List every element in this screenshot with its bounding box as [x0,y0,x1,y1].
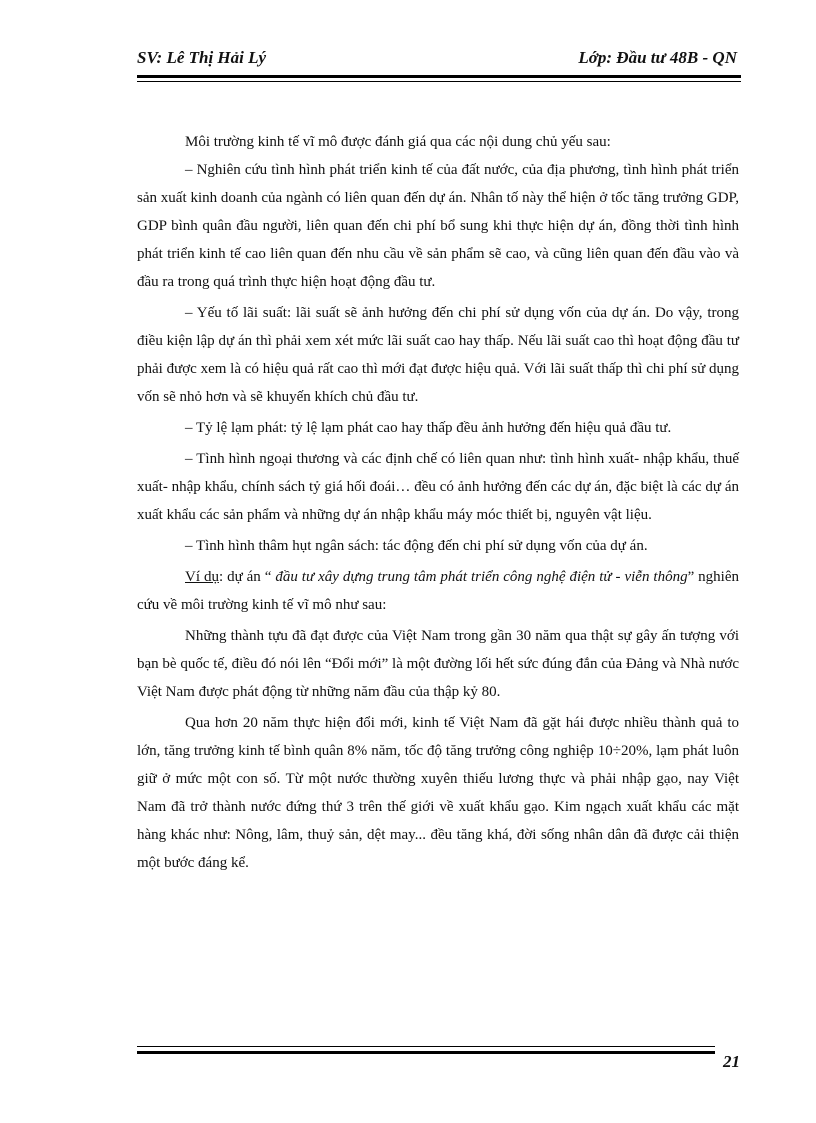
page-header [137,48,737,74]
header-rule-thin [137,81,741,82]
example-separator: : dự án “ [218,569,276,585]
paragraph-intro: Môi trường kinh tế vĩ mô được đánh giá qua các nội dung chủ yếu sau: [185,134,611,150]
footer-rule-thin [137,1046,715,1047]
paragraph-interest-rate: – Yếu tố lãi suất: lãi suất sẽ ảnh hưởng đến chi phí sử dụng vốn của dự án. Do vậy, trong điều kiện lập dự án thì phải xem xét mức lãi suất cao hay thấp. Nếu lãi suất cao thì hoạt động đầu tư phải được xem là có hiệu quả rất cao thì mới đạt được hiệu quả. Với lãi suất thấp thì chi phí sử dụng vốn sẽ nhỏ hơn và sẽ khuyến khích chủ đầu tư. [137,305,739,405]
example-rest: ” nghiên cứu về môi trường kinh tế vĩ mô như sau: [137,569,740,613]
header-rule-thick [137,75,741,78]
paragraph-budget-deficit: – Tình hình thâm hụt ngân sách: tác động đến chi phí sử dụng vốn của dự án. [185,538,648,554]
paragraph-achievements: Những thành tựu đã đạt được của Việt Nam trong gần 30 năm qua thật sự gây ấn tượng với bạn bè quốc tế, điều đó nói lên “Đổi mới” là một đường lối hết sức đúng đắn của Đảng và Nhà nước Việt Nam được phát động từ những năm đầu của thập kỷ 80. [137,628,739,700]
example-project-name: đầu tư xây dựng trung tâm phát triển công nghệ điện tử - viễn thông [275,569,688,585]
paragraph-inflation: – Tỷ lệ lạm phát: tỷ lệ lạm phát cao hay thấp đều ảnh hưởng đến hiệu quả đầu tư. [185,420,672,436]
paragraph-economic-development: – Nghiên cứu tình hình phát triển kinh tế của đất nước, của địa phương, tình hình phát triển sản xuất kinh doanh của ngành có liên quan đến dự án. Nhân tố này thể hiện ở tốc tăng trưởng GDP, GDP bình quân đầu người, liên quan đến chi phí bổ sung khi thực hiện dự án, đồng thời tình hình phát triển kinh tế cao liên quan đến nhu cầu về sản phẩm sẽ cao, và cũng liên quan đến đầu vào và đầu ra trong quá trình thực hiện hoạt động đầu tư. [137,162,739,290]
footer-rule-thick [137,1051,715,1054]
example-label: Ví dụ [185,569,219,585]
class-name: Lớp: Đầu tư 48B - QN [578,48,737,67]
student-name: SV: Lê Thị Hải Lý [137,48,267,67]
paragraph-example [137,563,739,619]
paragraph-renovation-results: Qua hơn 20 năm thực hiện đổi mới, kinh tế Việt Nam đã gặt hái được nhiều thành quả to lớn, tăng trưởng kinh tế bình quân 8% năm, tốc độ tăng trưởng công nghiệp 10÷20%, lạm phát luôn giữ ở mức một con số. Từ một nước thường xuyên thiếu lương thực và phải nhập gạo, nay Việt Nam đã trở thành nước đứng thứ 3 trên thế giới về xuất khẩu gạo. Kim ngạch xuất khẩu các mặt hàng khác như: Nông, lâm, thuỷ sản, dệt may... đều tăng khá, đời sống nhân dân đã được cải thiện một bước đáng kể. [137,715,739,871]
page-number: 21 [723,1052,740,1071]
paragraph-foreign-trade: – Tình hình ngoại thương và các định chế có liên quan như: tình hình xuất- nhập khẩu, thuế xuất- nhập khẩu, chính sách tỷ giá hối đoái… đều có ảnh hưởng đến các dự án, đặc biệt là các dự án xuất khẩu các sản phẩm và những dự án nhập khẩu máy móc thiết bị, nguyên vật liệu. [137,451,739,523]
document-body [137,128,739,877]
